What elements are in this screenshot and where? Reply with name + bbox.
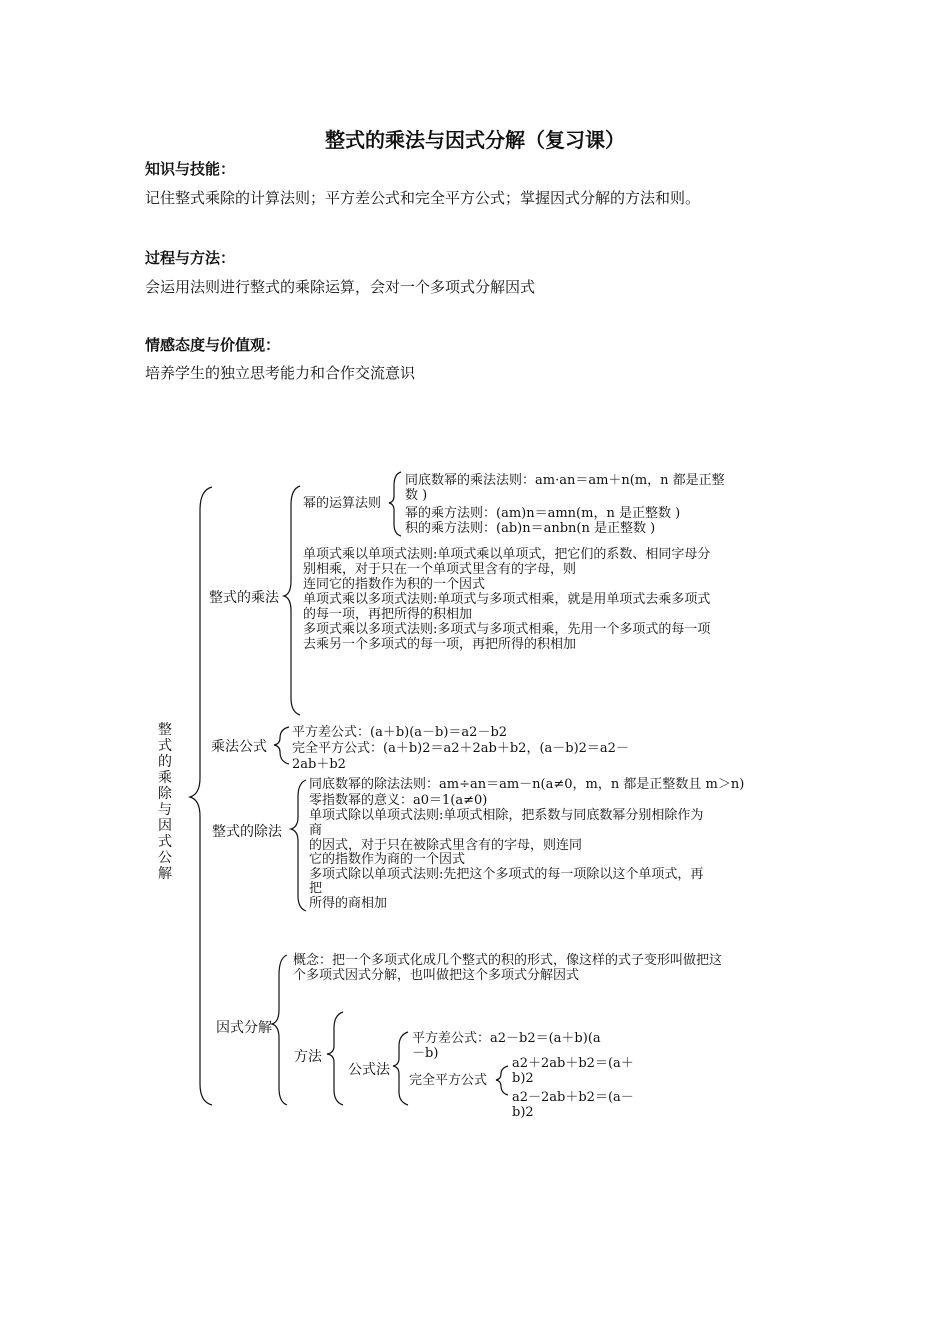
power-rule-3: 积的乘方法则：(ab)n＝anbn(n 是正整数 ) [405, 521, 656, 536]
power-rule-1-cont: 数 ) [405, 488, 428, 503]
power-rule-1-text: 同底数幂的乘法法则：am·an＝am＋n(m，n 都是正整 [405, 473, 725, 488]
perfect-square-line-3: a2－2ab＋b2＝(a－ [512, 1090, 634, 1105]
method-brace [327, 1012, 343, 1105]
root-brace [190, 487, 212, 1105]
power-brace [389, 472, 401, 536]
mult-rule-line-6: 多项式乘以多项式法则:多项式与多项式相乘，先用一个多项式的每一项 [303, 622, 711, 637]
division-brace [291, 780, 306, 911]
perfect-square-brace [496, 1066, 508, 1095]
division-line-7: 多项式除以单项式法则:先把这个多项式的每一项除以这个单项式，再 [309, 867, 704, 882]
formula-brace [274, 727, 289, 764]
perfect-square-label: 完全平方公式 [409, 1073, 488, 1088]
section-body-knowledge: 记住整式乘除的计算法则；平方差公式和完全平方公式；掌握因式分解的方法和则。 [145, 189, 701, 207]
factor-label: 因式分解 [216, 1020, 272, 1036]
section-heading-knowledge: 知识与技能： [145, 160, 236, 178]
division-line-4: 商 [309, 823, 323, 838]
power-rules-label: 幂的运算法则 [303, 496, 382, 511]
division-line-9: 所得的商相加 [309, 896, 388, 911]
formula-method-brace [393, 1032, 408, 1105]
division-line-5: 的因式，对于只在被除式里含有的字母，则连同 [309, 838, 583, 853]
division-line-6: 它的指数作为商的一个因式 [309, 852, 466, 867]
mult-rule-line-3: 连同它的指数作为积的一个因式 [303, 577, 486, 592]
division-line-2: 零指数幂的意义：a0＝1(a≠0) [309, 793, 488, 808]
perfect-square-line-4: b)2 [512, 1105, 534, 1120]
perfect-square-line-2: b)2 [512, 1071, 534, 1086]
formula-method-label: 公式法 [348, 1062, 390, 1078]
section-heading-process: 过程与方法： [145, 249, 236, 267]
factor-concept-line-2: 个多项式因式分解，也叫做把这个多项式分解因式 [293, 968, 580, 983]
division-line-1: 同底数幂的除法法则：am÷an＝am－n(a≠0，m，n 都是正整数且 m＞n) [309, 777, 745, 792]
formula-line-2: 完全平方公式：(a＋b)2＝a2＋2ab＋b2，(a－b)2＝a2－ [292, 741, 629, 756]
factor-concept-line-1: 概念：把一个多项式化成几个整式的积的形式，像这样的式子变形叫做把这 [293, 953, 723, 968]
division-line-3: 单项式除以单项式法则:单项式相除，把系数与同底数幂分别相除作为 [309, 808, 704, 823]
factor-brace [272, 955, 287, 1105]
formula-label: 乘法公式 [211, 739, 267, 755]
mult-label: 整式的乘法 [209, 590, 279, 606]
method-label: 方法 [294, 1049, 322, 1065]
mult-rule-line-5: 的每一项，再把所得的积相加 [303, 607, 473, 622]
mult-rule-line-4: 单项式乘以多项式法则:单项式与多项式相乘，就是用单项式去乘多项式 [303, 592, 711, 607]
section-body-attitude: 培养学生的独立思考能力和合作交流意识 [145, 364, 416, 382]
power-rule-1 [405, 473, 725, 488]
formula-line-1: 平方差公式：(a＋b)(a－b)＝a2－b2 [292, 725, 508, 740]
mult-rule-line-2: 别相乘，对于只在一个单项式里含有的字母，则 [303, 562, 577, 577]
section-body-process: 会运用法则进行整式的乘除运算，会对一个多项式分解因式 [145, 278, 536, 296]
page-title: 整式的乘法与因式分解（复习课） [325, 128, 625, 152]
mult-rule-line-7: 去乘另一个多项式的每一项，再把所得的积相加 [303, 637, 577, 652]
perfect-square-line-1: a2＋2ab＋b2＝(a＋ [512, 1056, 634, 1071]
division-label: 整式的除法 [212, 824, 282, 840]
square-diff-line-1: 平方差公式：a2－b2＝(a＋b)(a [412, 1031, 601, 1046]
diagram-root-label: 整式的乘除与因式公解 [158, 722, 172, 882]
division-line-8: 把 [309, 881, 323, 896]
mult-brace [284, 486, 300, 715]
section-heading-attitude: 情感态度与价值观： [145, 336, 281, 354]
formula-line-3: 2ab＋b2 [292, 757, 346, 772]
mult-rule-line-1: 单项式乘以单项式法则:单项式乘以单项式，把它们的系数、相同字母分 [303, 547, 711, 562]
square-diff-line-2: －b) [412, 1046, 439, 1061]
power-rule-2: 幂的乘方法则：(am)n＝amn(m，n 是正整数 ) [405, 506, 681, 521]
